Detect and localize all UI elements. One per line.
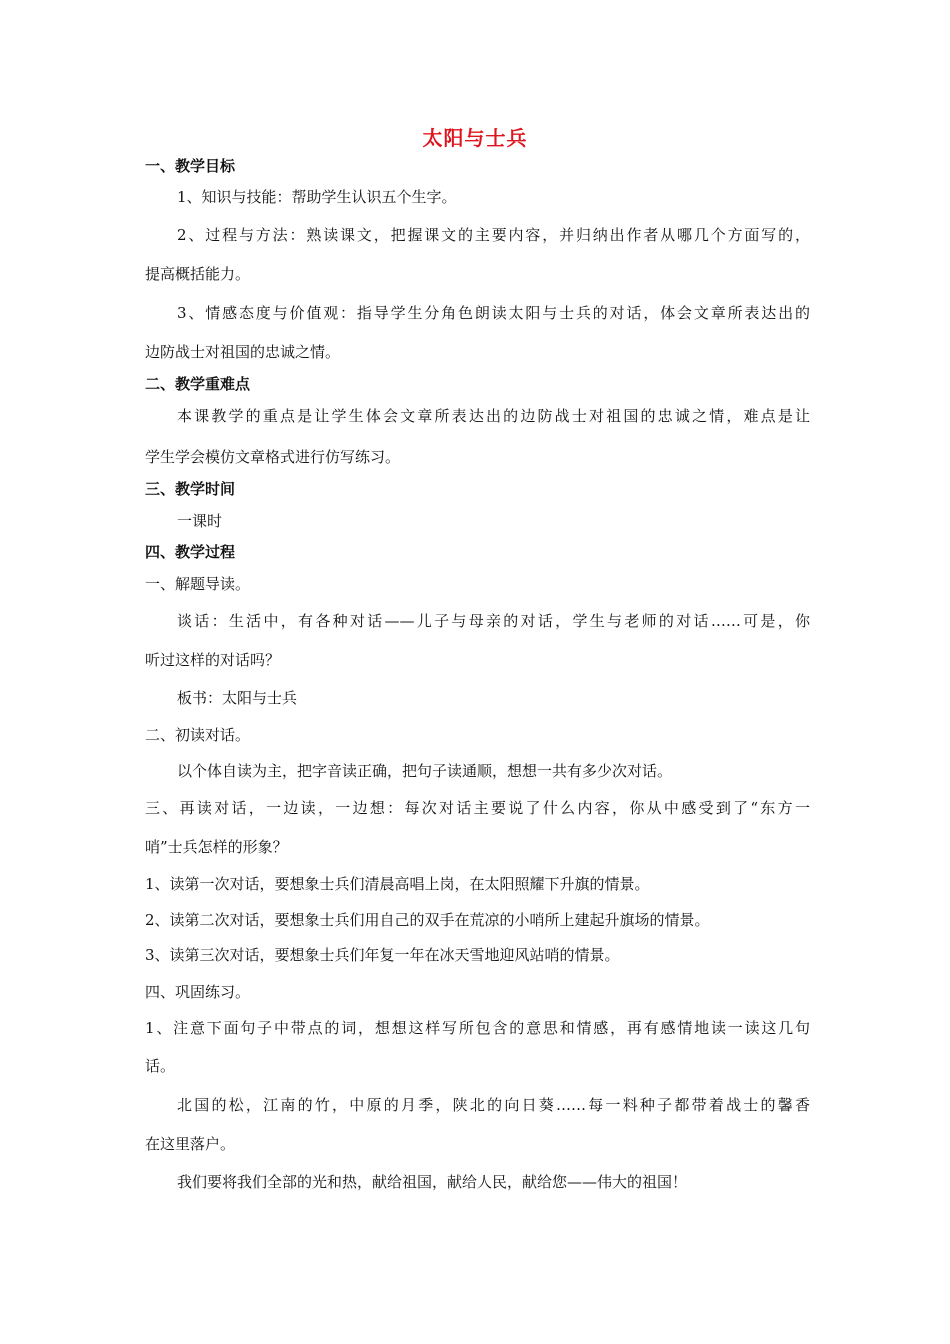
quote-2: 我们要将我们全部的光和热，献给祖国，献给人民，献给您——伟大的祖国！ (177, 1173, 688, 1191)
first-reading: 以个体自读为主，把字音读正确，把句子读通顺，想想一共有多少次对话。 (177, 762, 673, 780)
goal-item-2-line-1: 2、过程与方法：熟读课文，把握课文的主要内容，并归纳出作者从哪几个方面写的， (177, 226, 810, 244)
reading-item-1: 1、读第一次对话，要想象士兵们清晨高唱上岗，在太阳照耀下升旗的情景。 (145, 875, 650, 893)
goal-item-3-line-1: 3、情感态度与价值观：指导学生分角色朗读太阳与士兵的对话，体会文章所表达出的 (177, 304, 810, 322)
section-heading-time: 三、教学时间 (145, 480, 236, 498)
reading-item-3: 3、读第三次对话，要想象士兵们年复一年在冰天雪地迎风站哨的情景。 (145, 946, 620, 964)
key-points-line-1: 本课教学的重点是让学生体会文章所表达出的边防战士对祖国的忠诚之情，难点是让 (177, 407, 810, 425)
talk-line-1: 谈话：生活中，有各种对话——儿子与母亲的对话，学生与老师的对话……可是，你 (177, 612, 810, 630)
process-step-1: 一、解题导读。 (145, 575, 251, 593)
key-points-line-2: 学生学会模仿文章格式进行仿写练习。 (145, 448, 401, 466)
board-writing: 板书：太阳与士兵 (177, 689, 298, 707)
process-step-3-line-1: 三、再读对话，一边读，一边想：每次对话主要说了什么内容，你从中感受到了“东方一 (145, 799, 810, 817)
process-step-3-line-2: 哨”士兵怎样的形象？ (145, 838, 288, 856)
quote-1-line-1: 北国的松，江南的竹，中原的月季，陕北的向日葵……每一料种子都带着战士的馨香 (177, 1096, 810, 1114)
talk-line-2: 听过这样的对话吗？ (145, 651, 281, 669)
section-heading-goals: 一、教学目标 (145, 157, 236, 175)
goal-item-2-line-2: 提高概括能力。 (145, 265, 251, 283)
goal-item-1: 1、知识与技能：帮助学生认识五个生字。 (177, 188, 457, 206)
goal-item-3-line-2: 边防战士对祖国的忠诚之情。 (145, 343, 341, 361)
section-heading-process: 四、教学过程 (145, 543, 236, 561)
process-step-4: 四、巩固练习。 (145, 983, 251, 1001)
exercise-1-line-1: 1、注意下面句子中带点的词，想想这样写所包含的意思和情感，再有感情地读一读这几句 (145, 1019, 810, 1037)
time-value: 一课时 (177, 512, 223, 530)
section-heading-key-points: 二、教学重难点 (145, 375, 251, 393)
reading-item-2: 2、读第二次对话，要想象士兵们用自己的双手在荒凉的小哨所上建起升旗场的情景。 (145, 911, 710, 929)
process-step-2: 二、初读对话。 (145, 726, 251, 744)
quote-1-line-2: 在这里落户。 (145, 1135, 236, 1153)
exercise-1-line-2: 话。 (145, 1057, 176, 1075)
document-title: 太阳与士兵 (422, 126, 528, 150)
